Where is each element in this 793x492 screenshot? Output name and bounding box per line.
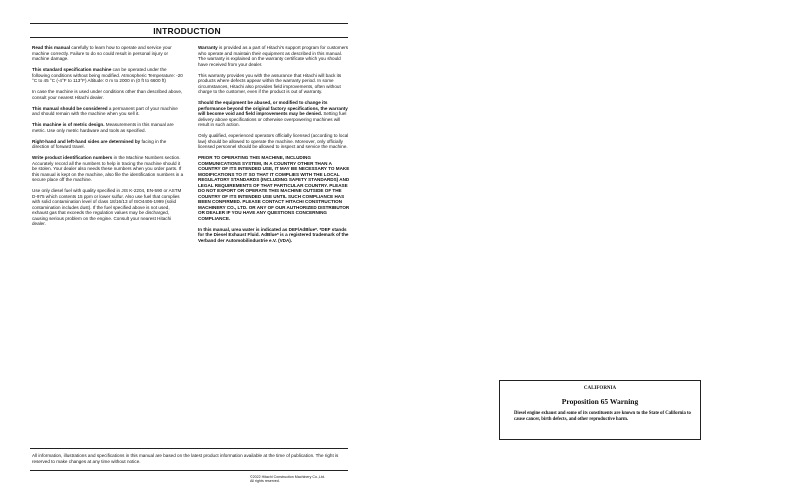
footer-bottom-rule [30, 470, 348, 471]
right-column [198, 45, 350, 249]
paragraph [32, 67, 184, 84]
paragraph [198, 133, 350, 150]
paragraph [32, 89, 184, 100]
paragraph-text: can be operated under the following conditions without being modified. Atmospheric Temperature: -20 °C to 45 °C (-4°F to 113°F) Altitude: 0 m to 2000 m (0 ft to 6600 ft) [32, 67, 183, 83]
copyright-line: ©2022 Hitachi Construction Machinery Co.,Ltd. [250, 475, 325, 479]
paragraph [32, 45, 184, 62]
left-column [32, 45, 184, 232]
paragraph [32, 155, 184, 183]
paragraph [198, 73, 350, 95]
paragraph [32, 139, 184, 150]
paragraph-lead: This standard specification machine [32, 67, 112, 72]
copyright-notice [250, 475, 350, 484]
paragraph [198, 45, 350, 67]
prop65-body: Diesel engine exhaust and some of its constituents are known to the State of California to cause cancer, birth defects, and other reproductive harm. [514, 411, 691, 422]
paragraph [32, 106, 184, 117]
paragraph-lead: Should the equipment be abused, or modified to change its performance beyond the original factory specifications, the warranty will become void and field improvements may be denied. [198, 100, 348, 116]
paragraph [32, 188, 184, 227]
paragraph-text: Use only diesel fuel with quality specified in JIS K-2204, EN-590 or ASTM D-975 which contents 15 ppm or lower sulfur. Also use fuel that complies with solid contamination level of class 18/16/13 of ISO4406-1999 (solid contamination includes dust). If the fuel specified above is not used, exhaust gas that exceeds the regulation values may be discharged, causing serious problem on the engine. Consult your nearest Hitachi dealer. [32, 188, 182, 226]
paragraph-text: carefully to learn how to operate and service your machine correctly. Failure to do so could result in personal injury or machine damage. [32, 45, 172, 61]
footer-disclaimer: All information, illustrations and specifications in this manual are based on the latest product information available at the time of publication. The right is reserved to make changes at any time without notice. [32, 453, 339, 464]
paragraph-text: Only qualified, experienced operators officially licensed (according to local law) should be allowed to operate the machine. Moreover, only officially licensed personnel should be allowed to inspect and service the machine. [198, 133, 349, 149]
prop65-warning-box [499, 380, 701, 440]
paragraph-text: facing in the direction of forward travel. [32, 138, 167, 149]
paragraph-lead: In this manual, urea water is indicated as DEF/AdBlue*. *DEF stands for the Diesel Exhaust Fluid. AdBlue* is a registered trademark of the Verband der Automobilindustrie e.V. (VDA). [198, 226, 349, 243]
paragraph-text: Setting fuel delivery above specifications or otherwise overpowering machines will result in such action. [198, 111, 347, 127]
paragraph-text: Measurements in this manual are metric. Use only metric hardware and tools as specified. [32, 122, 174, 133]
paragraph-text: in the Machine Numbers section. Accurately record all the numbers to help in tracing the machine should it be stolen. Your dealer also needs these numbers when you order parts. If this manual is kept on the machine, also file the identification numbers in a secure place off the machine. [32, 155, 184, 182]
paragraph [198, 100, 350, 128]
title-top-rule [30, 23, 348, 24]
paragraph-lead: Right-hand and left-hand sides are determined by [32, 138, 141, 144]
paragraph [198, 155, 350, 221]
paragraph-lead: Read this manual [32, 45, 71, 50]
paragraph-text: a permanent part of your machine and should remain with the machine when you sell it. [32, 105, 178, 116]
page-title: INTRODUCTION [153, 26, 221, 36]
paragraph-lead: PRIOR TO OPERATING THIS MACHINE, INCLUDING COMMUNICATIONS SYSTEM, IN A COUNTRY OTHER THAN A COUNTRY OF ITS INTENDED USE, IT MAY BE NECESSARY TO MAKE MODIFICATIONS TO IT SO THAT IT COMPLIES WITH THE LOCAL REGULATORY STANDARDS (INCLUDING SAFETY STANDARDS) AND LEGAL REQUIREMENTS OF THAT PARTICULAR COUNTRY. PLEASE DO NOT EXPORT OR OPERATE THIS MACHINE OUTSIDE OF THE COUNTRY OF ITS INTENDED USE UNTIL SUCH COMPLIANCE HAS BEEN CONFIRMED. PLEASE CONTACT HITACHI CONSTRUCTION MACHINERY CO., LTD. OR ANY OF OUR AUTHORIZED DISTRIBUTOR OR DEALER IF YOU HAVE ANY QUESTIONS CONCERNING COMPLIANCE. [198, 155, 350, 221]
paragraph-lead: Write product identification numbers [32, 155, 113, 160]
rights-line: All rights reserved. [250, 479, 280, 484]
paragraph [32, 122, 184, 133]
paragraph-lead: This manual should be considered [32, 105, 108, 111]
prop65-title: Proposition 65 Warning [561, 397, 639, 406]
footer-top-rule [30, 448, 348, 449]
prop65-heading: CALIFORNIA [583, 386, 617, 391]
paragraph-text: This warranty provides you with the assurance that Hitachi will back its products where defects appear within the warranty period. In some circumstances, Hitachi also provides field improvements, often without charge to the customer, even if the product is out of warranty. [198, 72, 342, 94]
paragraph-text: In case the machine is used under conditions other than described above, consult your nearest Hitachi dealer. [32, 89, 183, 100]
paragraph-lead: This machine is of metric design. [32, 122, 105, 127]
paragraph [198, 227, 350, 244]
paragraph-lead: Warranty [198, 45, 218, 50]
title-bottom-rule [30, 37, 348, 38]
paragraph-text: is provided as a part of Hitachi's support program for customers who operate and maintain their equipment as described in this manual. The warranty is explained on the warranty certificate which you should have received from your dealer. [198, 45, 349, 67]
